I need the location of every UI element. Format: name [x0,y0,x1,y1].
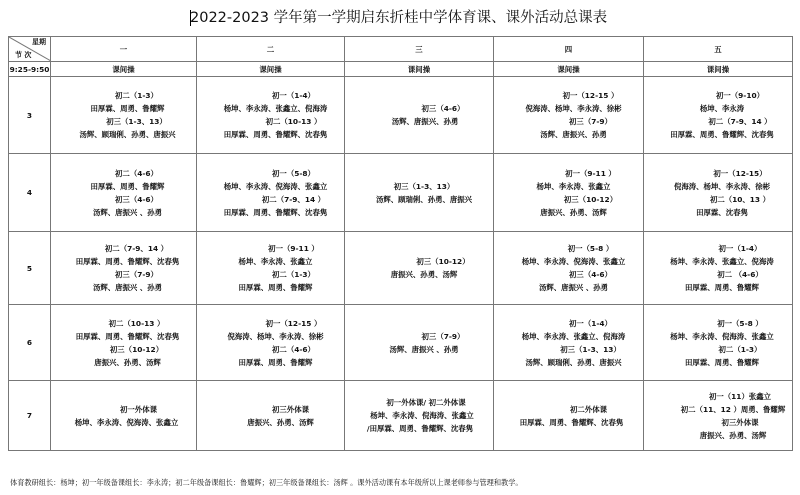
schedule-table [8,36,793,451]
cell-line: 汤辉、顾瑞俐、孙勇、唐振兴 [79,130,176,139]
cell-line: 初一（9-11 ） [565,168,616,178]
cell-line: 杨坤、李永涛、倪海涛、张鑫立 [223,181,328,191]
cell-line: 杨坤、李永涛、张鑫立、倪海涛 [223,104,328,113]
cell-line: 初三外体课 [272,404,309,414]
cell-line: 汤辉、唐振兴 、孙勇 [92,207,163,217]
cell-line: 汤辉、唐振兴 、孙勇 [538,283,609,292]
schedule-cell [644,232,793,305]
cell-line: 汤辉、顾瑞俐、孙勇、唐振兴 [525,357,622,367]
cell-line: 初三（1-3、13） [560,344,621,354]
cell-line: 初二（11、12 ）周勇、鲁耀辉 [680,404,786,414]
cell-line: 初一（5-8） [272,168,315,178]
cell-line: 初二（10-13 ） [108,318,165,328]
cell-line: 田厚霖、周勇、鲁耀辉 [90,181,165,191]
cell-line: 初二（1-3） [115,91,158,100]
schedule-cell [197,305,345,381]
schedule-cell [51,232,197,305]
cell-line: 田厚霖、周勇、鲁耀辉、沈春隽 [519,417,624,427]
schedule-cell [345,154,494,232]
break-cell: 课间操 [51,62,197,77]
schedule-cell [644,77,793,154]
cell-line: 初三（10-12） [563,194,618,204]
cell-line: 初三（1-3、13） [106,117,167,126]
cell-line: 杨坤、李永涛、张鑫立 [238,257,313,266]
cell-line: 汤辉、唐振兴 、孙勇 [389,344,459,354]
cell-line: 初二（1-3） [718,344,762,354]
schedule-cell [197,77,345,154]
day-header: 五 [644,37,793,62]
cell-line: 倪海涛、杨坤、李永涛、徐彬 [227,331,324,341]
break-cell: 课间操 [644,62,793,77]
schedule-cell [197,154,345,232]
cell-line: 田厚霖、周勇、鲁耀辉、沈春隽 [223,207,328,217]
cell-line: 田厚霖、周勇、鲁耀辉、沈春隽 [223,130,328,139]
day-header: 一 [51,37,197,62]
header-row [9,37,793,62]
cell-line: 倪海涛、杨坤、李永涛、徐彬 [525,104,622,113]
corner-cell [9,37,51,62]
cell-line: 初一（9-11 ） [268,244,319,253]
schedule-cell [197,232,345,305]
corner-bottom-label: 节 次 [15,51,32,59]
cell-line: 杨坤、李永涛、倪海涛、张鑫立 [670,331,774,341]
cell-line: 初二（7-9、14 ） [104,244,169,253]
cell-line: 初一（12-15 ） [562,91,619,100]
cell-line: 初二（10、13 ） [709,194,771,204]
cell-line: 初二 （4-6） [717,270,763,279]
schedule-cell [51,77,197,154]
page-title: 2022-2023 学年第一学期启东折桂中学体育课、课外活动总课表 [190,10,608,26]
cell-line: 杨坤、李永涛、张鑫立、倪海涛 [521,331,626,341]
cell-line: 初三（7-9） [115,270,158,279]
break-cell: 课间操 [345,62,494,77]
break-row [9,62,793,77]
cell-line: 田厚霖、周勇、鲁耀辉 [238,283,313,292]
cell-line: 杨坤、李永涛、倪海涛、张鑫立 [74,417,179,427]
cell-line: 田厚霖、周勇、鲁耀辉、沈春隽 [670,130,774,139]
cell-line: 初一（1-4） [272,91,315,100]
cell-line: 初三（4-6） [569,270,612,279]
cell-line: 田厚霖、周勇、鲁耀辉、沈春隽 [75,331,180,341]
cell-line: 初一外体课/ 初二外体课 [386,398,466,407]
cell-line: 田厚霖、沈春隽 [696,207,748,217]
cell-line: 初一（12-15 ） [265,318,322,328]
schedule-cell [345,232,494,305]
schedule-cell [494,305,644,381]
cell-line: 杨坤、李永涛、张鑫立、倪海涛 [670,257,774,266]
cell-line: 汤辉、顾瑞俐、孙勇、唐振兴 [375,194,473,204]
period-row [9,77,793,154]
cell-line: 初三（1-3、13） [393,181,455,191]
cell-line: 初二（7-9、14 ） [261,194,326,204]
schedule-cell [644,154,793,232]
period-label: 6 [9,305,51,381]
schedule-cell [494,77,644,154]
cell-line: 田厚霖、周勇、鲁耀辉、沈春隽 [75,257,180,266]
cell-line: 初三（4-6） [421,104,465,113]
period-row [9,232,793,305]
cell-line: 初二（10-13 ） [265,117,322,126]
cell-line: 初三（10-12） [416,257,470,266]
break-time: 9:25-9:50 [9,62,51,77]
cell-line: 初一（12-15） [713,168,767,178]
schedule-cell [345,77,494,154]
schedule-cell [51,381,197,451]
period-row [9,154,793,232]
cell-line: 倪海涛、杨坤、李永涛、徐彬 [673,181,771,191]
cell-line: 初二（1-3） [272,270,315,279]
corner-diagonal [9,37,50,61]
cell-line: 田厚霖、周勇、鲁耀辉 [685,357,759,367]
cell-line: 汤辉、唐振兴、孙勇 [391,117,459,126]
cell-line: 初一（1-4） [569,318,612,328]
period-label: 3 [9,77,51,154]
schedule-cell [51,305,197,381]
cell-line: 唐振兴、孙勇、汤辉 [540,207,607,217]
cell-line: 初三（10-12） [109,344,164,354]
break-cell: 课间操 [494,62,644,77]
schedule-cell [345,305,494,381]
schedule-body [9,37,793,451]
cell-line: 初二（4-6） [115,168,158,178]
period-label: 4 [9,154,51,232]
period-row [9,381,793,451]
schedule-cell [494,154,644,232]
cell-line: 初三（4-6） [115,194,158,204]
cell-line: 初一（9-10） [715,91,765,100]
cell-line: 汤辉、唐振兴 、孙勇 [92,283,163,292]
day-header: 三 [345,37,494,62]
schedule-cell [345,381,494,451]
corner-top-label: 星期 [32,38,46,46]
schedule-cell [494,381,644,451]
cell-line: 田厚霖、周勇、鲁耀辉 [238,357,313,367]
cell-line: 杨坤、李永涛、倪海涛、张鑫立 [370,411,474,420]
cell-line: 杨坤、李永涛 [699,104,745,113]
cell-line: 初一（5-8 ） [567,244,614,253]
cell-line: /田厚霖、周勇、鲁耀辉、沈春隽 [366,424,474,433]
cell-line: 初三外体课 [721,417,759,427]
day-header: 四 [494,37,644,62]
cell-line: 唐振兴、孙勇、汤辉 [699,430,767,440]
schedule-cell [644,381,793,451]
period-label: 5 [9,232,51,305]
cell-line: 唐振兴、孙勇、汤辉 [390,270,458,279]
schedule-cell [197,381,345,451]
cell-line: 杨坤、李永涛、倪海涛、张鑫立 [521,257,626,266]
cell-line: 初二外体课 [570,404,607,414]
period-label: 7 [9,381,51,451]
cell-line: 田厚霖、周勇、鲁耀辉 [685,283,759,292]
break-cell: 课间操 [197,62,345,77]
cell-line: 初一外体课 [120,404,157,414]
cell-line: 初二（7-9、14 ） [708,117,772,126]
cell-line: 杨坤、李永涛、张鑫立 [536,181,611,191]
cell-line: 初二（4-6） [272,344,315,354]
footer-note: 体育教研组长：杨坤；初一年级备课组长：李永涛；初二年级备课组长：鲁耀辉；初三年级备课组长：汤辉 。课外活动课有本年级所以上课老师参与管理和教学。 [10,478,523,487]
cell-line: 初三（7-9） [569,117,612,126]
period-row [9,305,793,381]
schedule-cell [51,154,197,232]
day-header: 二 [197,37,345,62]
cell-line: 唐振兴、孙勇、汤辉 [94,357,161,367]
schedule-cell [494,232,644,305]
cell-line: 初一（5-8 ） [717,318,763,328]
schedule-cell [644,305,793,381]
cell-line: 初三（7-9） [421,331,465,341]
cell-line: 田厚霖、周勇、鲁耀辉 [90,104,165,113]
cell-line: 唐振兴、孙勇、汤辉 [247,417,314,427]
cell-line: 汤辉、唐振兴、孙勇 [540,130,607,139]
cell-line: 初一（1-4） [718,244,762,253]
cell-line: 初一（11）张鑫立 [708,391,772,401]
